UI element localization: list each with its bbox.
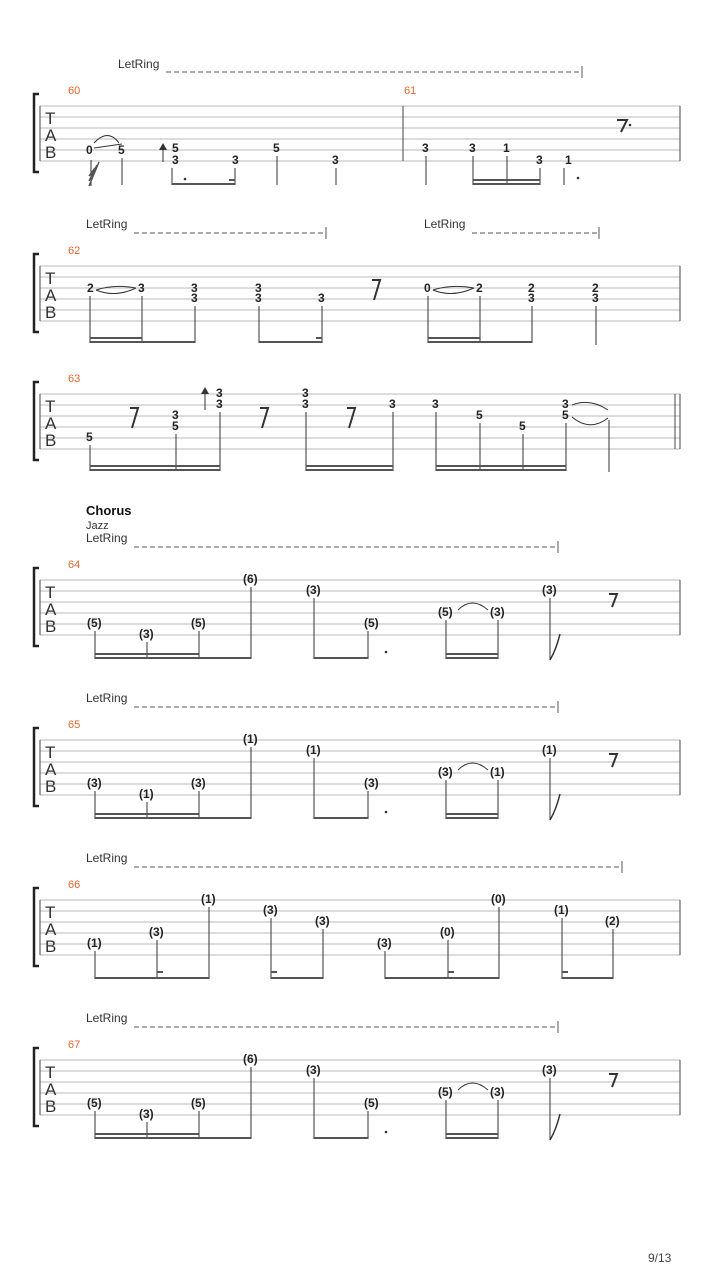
fret-number: (3) — [377, 936, 392, 950]
tab-letter-t: T — [45, 269, 56, 288]
fret-number: 3 — [422, 141, 429, 155]
fret-number: (3) — [490, 1085, 505, 1099]
dot-icon — [385, 811, 388, 814]
fret-number: 5 — [86, 430, 93, 444]
let-ring-label: LetRing — [86, 217, 128, 231]
staff-lines — [40, 1060, 680, 1115]
staff-lines — [40, 740, 680, 795]
fret-number: (3) — [315, 914, 330, 928]
fret-number: 3 — [191, 291, 198, 305]
tab-letter-a: A — [45, 414, 57, 433]
let-ring-label: LetRing — [86, 531, 128, 545]
let-ring-label: LetRing — [424, 217, 466, 231]
fret-number: 2 — [528, 281, 535, 295]
tab-letter-t: T — [45, 583, 56, 602]
fret-number: 3 — [592, 291, 599, 305]
fret-number: 3 — [469, 141, 476, 155]
fret-number: 3 — [255, 281, 262, 295]
let-ring-label: LetRing — [118, 57, 160, 71]
rest-icon — [260, 408, 268, 428]
upstroke-arrow-icon — [201, 387, 209, 394]
measure-number: 61 — [404, 85, 417, 97]
fret-number: 3 — [255, 291, 262, 305]
tab-letter-t: T — [45, 109, 56, 128]
fret-number: (5) — [191, 616, 206, 630]
fret-number: 0 — [86, 143, 93, 157]
rest-icon — [347, 408, 355, 428]
rest-icon — [617, 120, 627, 132]
fret-number: 3 — [216, 386, 223, 400]
fret-number: (5) — [364, 616, 379, 630]
system-bracket — [34, 1048, 39, 1126]
rest-icon — [609, 594, 617, 607]
fret-number: 3 — [216, 397, 223, 411]
tab-letter-b: B — [45, 143, 57, 162]
fret-number: 2 — [87, 281, 94, 295]
tab-letter-a: A — [45, 1080, 57, 1099]
measure-number: 62 — [68, 245, 81, 257]
fret-number: (1) — [490, 765, 505, 779]
fret-number: (5) — [191, 1096, 206, 1110]
fret-number: (3) — [364, 776, 379, 790]
tab-letter-b: B — [45, 937, 57, 956]
fret-number: 5 — [172, 419, 179, 433]
fret-number: 5 — [118, 143, 125, 157]
system-bracket — [34, 728, 39, 806]
fret-number: 1 — [565, 153, 572, 167]
rest-icon — [130, 408, 138, 428]
fret-number: 3 — [536, 153, 543, 167]
fret-number: 0 — [424, 281, 431, 295]
fret-number: 1 — [503, 141, 510, 155]
let-ring-label: LetRing — [86, 851, 128, 865]
fret-number: 3 — [191, 281, 198, 295]
measure-number: 66 — [68, 879, 81, 891]
staff-row-6 — [34, 851, 680, 979]
fret-number: 3 — [172, 153, 179, 167]
fret-number: (3) — [191, 776, 206, 790]
fret-number: 2 — [476, 281, 483, 295]
measure-number: 67 — [68, 1039, 81, 1051]
tab-letter-a: A — [45, 286, 57, 305]
section-title: Chorus — [86, 503, 132, 518]
note-stems — [90, 412, 609, 472]
tie-arc — [572, 402, 608, 410]
system-bracket — [34, 888, 39, 966]
fret-number: (3) — [490, 605, 505, 619]
tab-letter-a: A — [45, 126, 57, 145]
dot-icon — [629, 124, 632, 127]
fret-number: (2) — [605, 914, 620, 928]
dot-icon — [577, 177, 580, 180]
fret-number: (1) — [306, 743, 321, 757]
fret-number: 5 — [476, 408, 483, 422]
fret-number: (3) — [149, 925, 164, 939]
fret-number: 5 — [172, 141, 179, 155]
fret-number: (3) — [139, 1107, 154, 1121]
system-bracket — [34, 382, 39, 460]
staff-lines — [40, 266, 680, 321]
tie-arc — [458, 1083, 488, 1090]
staff-row-5 — [34, 691, 680, 820]
tab-letter-b: B — [45, 777, 57, 796]
flag-icon — [550, 1114, 560, 1140]
fret-number: (3) — [542, 583, 557, 597]
dot-icon — [385, 1131, 388, 1134]
fret-number: (1) — [542, 743, 557, 757]
system-bracket — [34, 254, 39, 332]
fret-number: 3 — [302, 386, 309, 400]
system-bracket — [34, 94, 39, 172]
tie-arc — [458, 763, 488, 770]
flag-icon — [550, 634, 560, 660]
fret-number: 3 — [562, 397, 569, 411]
staff-row-3 — [34, 373, 680, 472]
let-ring-label: LetRing — [86, 691, 128, 705]
fret-number: (1) — [139, 787, 154, 801]
fret-number: (0) — [440, 925, 455, 939]
fret-number: (6) — [243, 1052, 258, 1066]
system-bracket — [34, 568, 39, 646]
staff-row-2 — [34, 217, 680, 345]
tab-letter-a: A — [45, 920, 57, 939]
note-stems — [95, 907, 613, 979]
fret-number: (3) — [139, 627, 154, 641]
fret-number: (1) — [201, 892, 216, 906]
fret-number: (3) — [263, 903, 278, 917]
flag-icon — [550, 794, 560, 820]
fret-number: 3 — [389, 397, 396, 411]
fret-number: (3) — [306, 1063, 321, 1077]
fret-number: 5 — [562, 408, 569, 422]
staff-row-4 — [34, 531, 680, 660]
tab-letter-b: B — [45, 617, 57, 636]
staff-lines — [40, 900, 680, 955]
tab-letter-b: B — [45, 303, 57, 322]
rest-icon — [372, 280, 380, 300]
fret-number: (3) — [438, 765, 453, 779]
fret-number: 3 — [318, 291, 325, 305]
fret-number: 3 — [172, 408, 179, 422]
measure-number: 60 — [68, 85, 81, 97]
fret-number: 2 — [592, 281, 599, 295]
fret-number: 5 — [273, 141, 280, 155]
measure-number: 65 — [68, 719, 81, 731]
measure-number: 64 — [68, 559, 81, 571]
fret-number: (5) — [364, 1096, 379, 1110]
fret-number: 3 — [432, 397, 439, 411]
dot-icon — [385, 651, 388, 654]
tab-letter-b: B — [45, 1097, 57, 1116]
fret-number: (6) — [243, 572, 258, 586]
fret-number: 3 — [528, 291, 535, 305]
page-number: 9/13 — [648, 1251, 672, 1265]
tab-letter-t: T — [45, 1063, 56, 1082]
fret-number: 3 — [232, 153, 239, 167]
fret-number: (3) — [87, 776, 102, 790]
tab-letter-a: A — [45, 600, 57, 619]
staff-row-7 — [34, 1011, 680, 1140]
fret-number: (3) — [542, 1063, 557, 1077]
tab-letter-t: T — [45, 903, 56, 922]
fret-number: (1) — [554, 903, 569, 917]
fret-number: (0) — [491, 892, 506, 906]
tab-letter-t: T — [45, 397, 56, 416]
rest-icon — [609, 1074, 617, 1087]
tab-letter-t: T — [45, 743, 56, 762]
fret-number: 3 — [302, 397, 309, 411]
fret-number: (5) — [87, 616, 102, 630]
section-style: Jazz — [86, 520, 109, 532]
fret-number: (1) — [243, 732, 258, 746]
fret-number: 3 — [332, 153, 339, 167]
tie-arc — [572, 417, 608, 425]
tab-letter-a: A — [45, 760, 57, 779]
fret-number: (1) — [87, 936, 102, 950]
tie-arc — [458, 603, 488, 610]
staff-lines — [40, 580, 680, 635]
fret-number: 5 — [519, 419, 526, 433]
dot-icon — [184, 178, 187, 181]
fret-number: (5) — [438, 1085, 453, 1099]
staff-row-1 — [34, 57, 680, 186]
upstroke-arrow-icon — [159, 143, 167, 150]
fret-number: (5) — [438, 605, 453, 619]
fret-number: 3 — [138, 281, 145, 295]
fret-number: (5) — [87, 1096, 102, 1110]
let-ring-label: LetRing — [86, 1011, 128, 1025]
rest-icon — [609, 754, 617, 767]
fret-number: (3) — [306, 583, 321, 597]
tab-letter-b: B — [45, 431, 57, 450]
measure-number: 63 — [68, 373, 81, 385]
staff-lines — [40, 106, 680, 161]
